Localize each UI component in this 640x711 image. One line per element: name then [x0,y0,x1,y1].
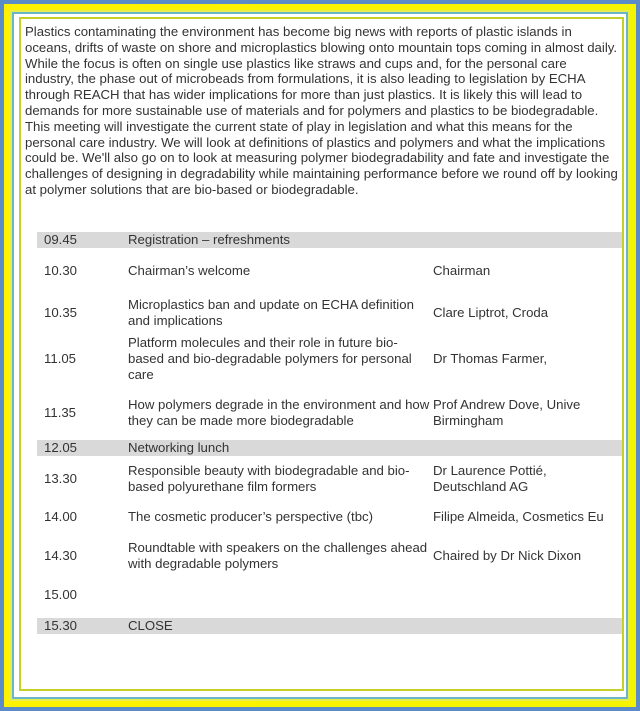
agenda-session-title: Platform molecules and their role in future bio-based and bio-degradable polymers for personal care [128,335,412,382]
agenda-time: 11.35 [44,405,77,421]
agenda-time: 14.00 [44,509,78,525]
agenda-time: 13.30 [44,471,78,487]
intro-text [25,24,619,198]
agenda-session-title: Registration – refreshments [128,232,624,248]
agenda-row [37,618,624,634]
agenda-time: 12.05 [37,440,128,456]
agenda-row [37,580,624,610]
agenda-time: 09.45 [37,232,128,248]
agenda-session-title: Roundtable with speakers on the challenges ahead with degradable polymers [128,540,428,571]
agenda-row [37,232,624,248]
agenda-spacer [37,610,624,618]
agenda-speaker: Clare Liptrot, Croda [433,305,549,321]
agenda-time: 14.30 [44,548,78,564]
agenda-time: 15.30 [37,618,128,634]
agenda-session-title: How polymers degrade in the environment and how they can be made more biodegradable [128,397,430,428]
agenda-session-title: Chairman’s welcome [128,263,251,279]
agenda-session-title: Networking lunch [128,440,624,456]
agenda-speaker: Dr Laurence Pottié, Deutschland AG [433,463,547,494]
agenda-session-title: Microplastics ban and update on ECHA definition and implications [128,297,414,328]
intro-paragraph-2: This meeting will investigate the current state of play in legislation and what this means for the personal care industry. We will look at definitions of plastics and polymers and what the implications could be. We'll also go on to look at measuring polymer biodegradability and fate and investigate the challenges of designing in degradability while maintaining performance before we round off by looking at polymer solutions that are bio-based or biodegradable. [25,118,618,197]
agenda-row [37,502,624,532]
agenda-row [37,456,624,502]
agenda-time: 11.05 [44,351,77,367]
agenda-row [37,248,624,294]
agenda-row [37,386,624,440]
agenda-speaker [433,580,624,610]
agenda-time: 15.00 [44,587,78,603]
agenda-row [37,440,624,456]
agenda-row [37,294,624,332]
agenda-session-title: The cosmetic producer’s perspective (tbc) [128,509,374,525]
agenda-session-title: CLOSE [128,618,624,634]
agenda-row [37,532,624,580]
content-panel [19,17,624,691]
agenda-speaker: Prof Andrew Dove, Unive Birmingham [433,397,581,428]
agenda-session-title: Responsible beauty with biodegradable and bio-based polyurethane film formers [128,463,410,494]
agenda-speaker: Dr Thomas Farmer, [433,351,548,367]
agenda-session-title [128,580,433,610]
agenda-time: 10.35 [44,305,78,321]
agenda-row [37,332,624,386]
agenda-time: 10.30 [44,263,78,279]
agenda-speaker: Filipe Almeida, Cosmetics Eu [433,509,604,525]
intro-paragraph-1: Plastics contaminating the environment has become big news with reports of plastic islands in oceans, drifts of waste on shore and microplastics blowing onto mountain tops coming in almost daily. While the focus is often on single use plastics like straws and cups and, for the personal care industry, the phase out of microbeads from formulations, it is also leading to legislation by ECHA through REACH that has wider implications for more than just plastics. It is likely this will lead to demands for more sustainable use of materials and for polymers and plastics to be biodegradable. [25,24,618,118]
agenda-table [37,232,624,634]
agenda-speaker: Chairman [433,263,491,279]
agenda-speaker: Chaired by Dr Nick Dixon [433,548,582,564]
